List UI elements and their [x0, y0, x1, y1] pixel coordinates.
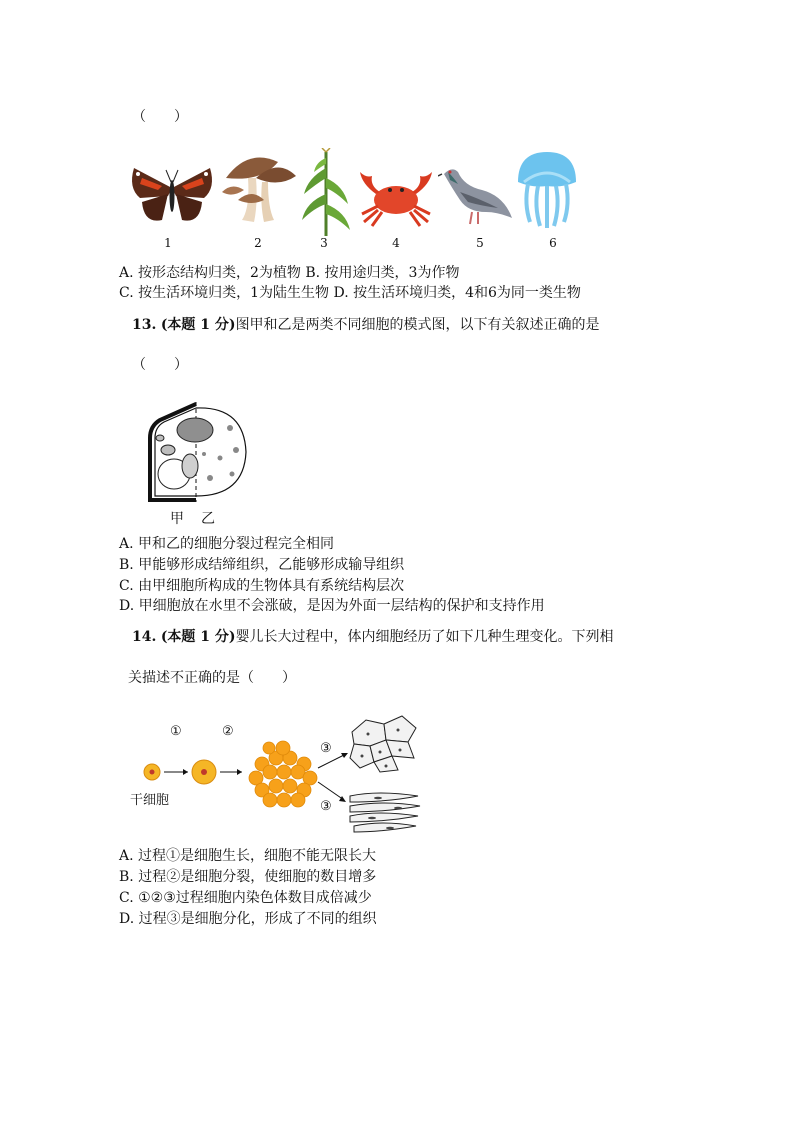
q12-option-cd: C. 按生活环境归类，1为陆生生物 D. 按生活环境归类，4和6为同一类生物 — [119, 285, 581, 301]
q12-image-number-4: 4 — [392, 236, 400, 250]
q13-header — [132, 316, 600, 334]
crab-image — [354, 166, 438, 228]
mushroom-image — [218, 148, 298, 228]
step-2-label: ② — [222, 724, 234, 739]
q13-option-a: A. 甲和乙的细胞分裂过程完全相同 — [119, 536, 335, 552]
q12-image-number-2: 2 — [254, 236, 262, 250]
q13-option-b: B. 甲能够形成结缔组织，乙能够形成输导组织 — [119, 557, 405, 573]
q14-option-c: C. ①②③过程细胞内染色体数目成倍减少 — [119, 890, 372, 906]
cell-label-yi: 乙 — [201, 511, 215, 527]
cell-diagram — [140, 398, 252, 510]
q14-stem-line1: 婴儿长大过程中，体内细胞经历了如下几种生理变化。下列相 — [235, 629, 614, 645]
q12-answer-paren: （ ） — [132, 109, 188, 125]
q14-source: (本题 1 分) — [160, 629, 236, 645]
corn-plant-image — [298, 148, 354, 238]
step-3b-label: ③ — [320, 799, 332, 814]
q14-option-a: A. 过程①是细胞生长，细胞不能无限长大 — [119, 848, 377, 864]
cell-process-diagram — [128, 710, 428, 836]
stem-cell-label: 干细胞 — [130, 793, 170, 808]
q12-image-number-6: 6 — [549, 236, 557, 250]
cell-label-jia: 甲 — [170, 511, 184, 527]
q13-option-d: D. 甲细胞放在水里不会涨破，是因为外面一层结构的保护和支持作用 — [119, 598, 545, 614]
q12-organism-images — [128, 148, 588, 248]
q13-number: 13. — [132, 317, 157, 333]
q13-answer-paren: （ ） — [132, 357, 188, 373]
pigeon-image — [438, 162, 514, 232]
q13-source: (本题 1 分) — [160, 317, 236, 333]
q12-image-number-1: 1 — [164, 236, 172, 250]
q14-option-d: D. 过程③是细胞分化，形成了不同的组织 — [119, 911, 377, 927]
step-1-label: ① — [170, 724, 182, 739]
step-3a-label: ③ — [320, 741, 332, 756]
q14-stem-line2: 关描述不正确的是（ ） — [128, 670, 296, 686]
q14-header — [132, 628, 614, 646]
q12-image-number-3: 3 — [320, 236, 328, 250]
q12-option-ab: A. 按形态结构归类，2为植物 B. 按用途归类，3为作物 — [119, 265, 460, 281]
q13-stem: 图甲和乙是两类不同细胞的模式图，以下有关叙述正确的是 — [235, 317, 600, 333]
q13-option-c: C. 由甲细胞所构成的生物体具有系统结构层次 — [119, 578, 405, 594]
q12-image-number-5: 5 — [476, 236, 484, 250]
q14-number: 14. — [132, 629, 157, 645]
q14-option-b: B. 过程②是细胞分裂，使细胞的数目增多 — [119, 869, 377, 885]
jellyfish-image — [512, 148, 582, 230]
butterfly-image — [128, 158, 216, 228]
